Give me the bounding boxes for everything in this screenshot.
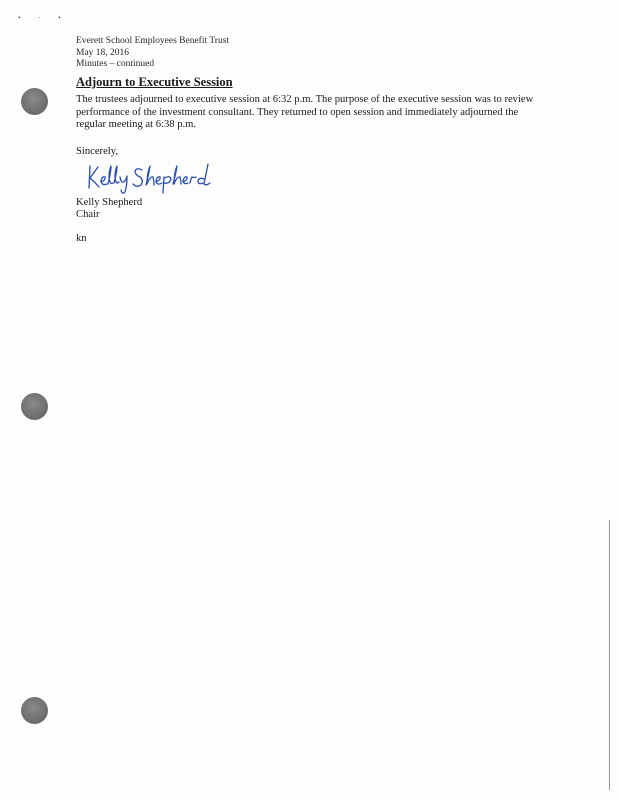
page-header [76,36,229,71]
organization-name: Everett School Employees Benefit Trust [76,36,230,46]
scan-edge-line [609,520,610,790]
signer-name: Kelly Shepherd [76,197,143,208]
handwritten-signature [84,158,214,196]
signer-title: Chair [76,209,100,220]
punch-hole-middle [21,393,48,420]
salutation: Sincerely, [76,146,118,157]
section-body: The trustees adjourned to executive session at 6:32 p.m. The purpose of the executive session was to review performance of the investment consultant. They returned to open session and immediately adjourned the regular meeting at 6:38 p.m. [76,94,534,131]
meeting-date: May 18, 2016 [76,47,130,58]
section-heading: Adjourn to Executive Session [76,75,233,89]
typist-initials: kn [76,233,87,244]
scan-artifact: • · • [18,14,69,22]
document-label: Minutes – continued [76,59,155,69]
punch-hole-bottom [21,697,48,724]
punch-hole-top [21,88,48,115]
